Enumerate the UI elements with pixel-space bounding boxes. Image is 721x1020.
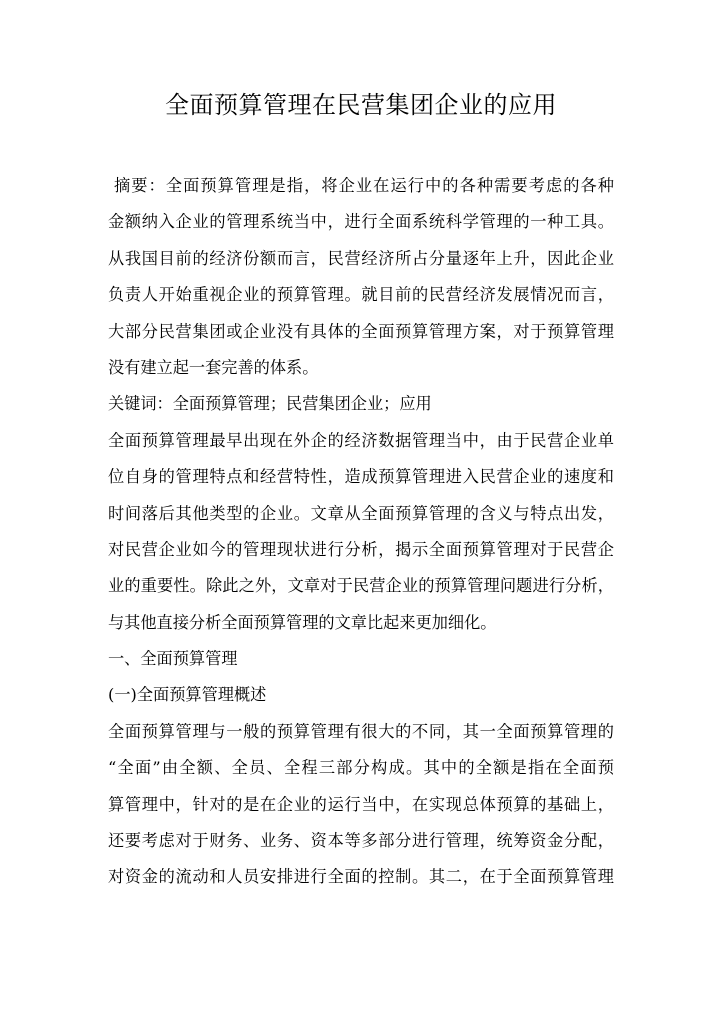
body-paragraph-line: “全面”由全额、全员、全程三部分构成。其中的全额是指在全面预 [108,758,614,778]
abstract-line: 摘要：全面预算管理是指，将企业在运行中的各种需要考虑的各种 [114,176,614,195]
document-body [108,168,614,896]
body-paragraph-line: 全面预算管理与一般的预算管理有很大的不同，其一全面预算管理的 [108,721,614,741]
intro-paragraph-line: 与其他直接分析全面预算管理的文章比起来更加细化。 [108,612,497,632]
intro-paragraph-line: 时间落后其他类型的企业。文章从全面预算管理的含义与特点出发， [108,503,614,523]
intro-paragraph-line: 业的重要性。除此之外，文章对于民营企业的预算管理问题进行分析， [108,576,614,596]
section-heading: 一、全面预算管理 [108,649,238,669]
subsection-heading: (一)全面预算管理概述 [108,685,267,705]
body-paragraph-line: 算管理中，针对的是在企业的运行当中，在实现总体预算的基础上， [108,794,614,814]
abstract-line: 金额纳入企业的管理系统当中，进行全面系统科学管理的一种工具。 [108,212,614,232]
abstract-line: 从我国目前的经济份额而言，民营经济所占分量逐年上升，因此企业 [108,248,614,268]
body-paragraph-line: 对资金的流动和人员安排进行全面的控制。其二，在于全面预算管理 [108,867,614,887]
intro-paragraph-line: 对民营企业如今的管理现状进行分析，揭示全面预算管理对于民营企 [108,539,614,559]
body-paragraph-line: 还要考虑对于财务、业务、资本等多部分进行管理，统筹资金分配， [108,831,614,851]
abstract-line: 负责人开始重视企业的预算管理。就目前的民营经济发展情况而言， [108,285,614,305]
abstract-line: 没有建立起一套完善的体系。 [108,357,319,377]
abstract-line: 大部分民营集团或企业没有具体的全面预算管理方案，对于预算管理 [108,321,614,341]
intro-paragraph-line: 全面预算管理最早出现在外企的经济数据管理当中，由于民营企业单 [108,430,614,450]
intro-paragraph-line: 位自身的管理特点和经营特性，造成预算管理进入民营企业的速度和 [108,467,614,487]
keywords-line: 关键词：全面预算管理；民营集团企业；应用 [108,394,432,414]
document-title: 全面预算管理在民营集团企业的应用 [165,91,557,119]
